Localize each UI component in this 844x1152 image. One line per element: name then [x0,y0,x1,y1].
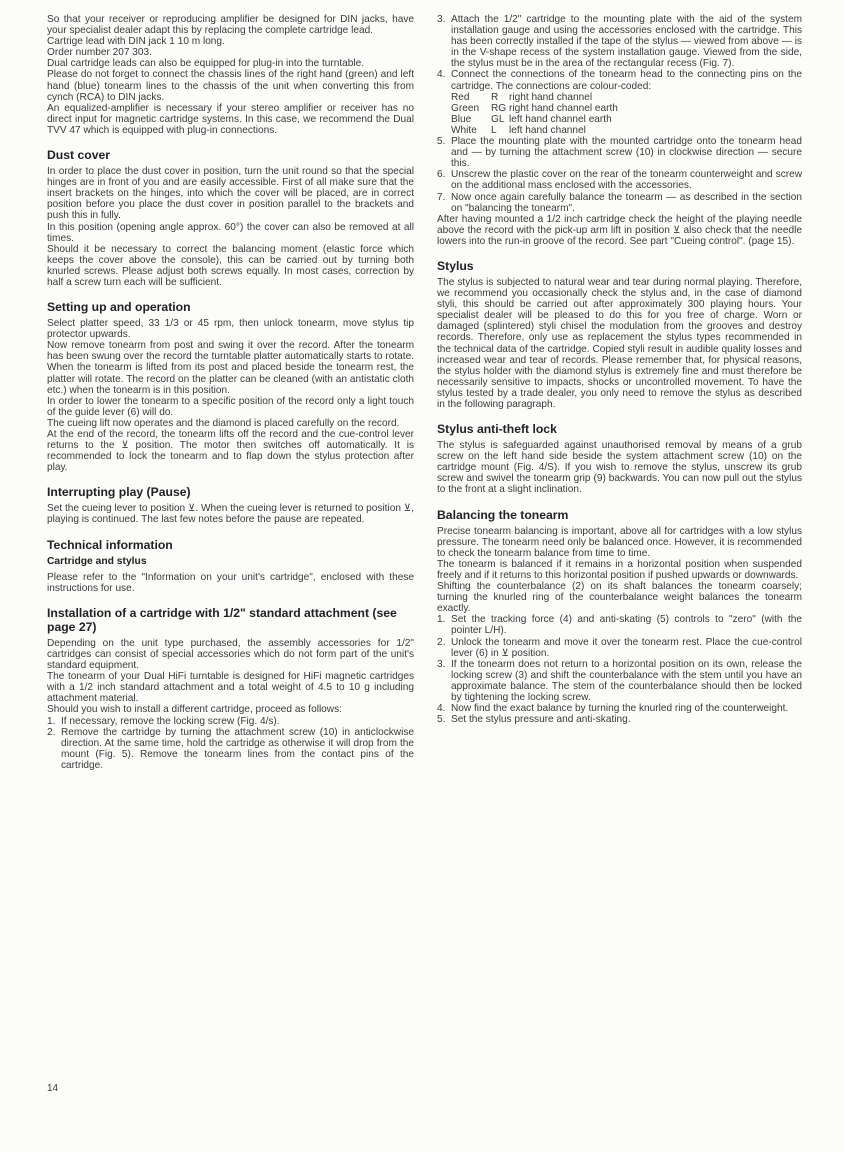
code-color: Green [451,102,480,114]
installation-steps [47,716,414,771]
color-code-table [437,92,802,136]
list-item [437,637,802,659]
paragraph: Select platter speed, 33 1/3 or 45 rpm, then unlock tonearm, move stylus tip protector upwards. [47,318,414,341]
code-letter: L [491,124,497,136]
intro-section [47,14,414,136]
step-number: 5. [437,714,446,726]
section-heading-installation: Installation of a cartridge with 1/2" standard attachment (see page 27) [47,605,397,634]
section-heading-interrupting: Interrupting play (Pause) [47,485,191,500]
paragraph: At the end of the record, the tonearm lifts off the record and the cue-control lever returns to the ⊻ position. The motor then switches off automatically. It is recommended to lock the tonearm and to flap down the stylus protection after play. [47,429,414,474]
step-text: Set the tracking force (4) and anti-skating (5) controls to "zero" (with the pointer L/H). [451,614,802,637]
paragraph: The tonearm is balanced if it remains in a horizontal position when suspended freely and if it returns to this horizontal position if pushed upwards or downwards. [437,558,802,581]
step-number: 6. [437,169,446,181]
section-heading-technical: Technical information [47,537,173,552]
step-number: 1. [437,614,446,626]
step-number: 4. [437,69,446,81]
step-text: Remove the cartridge by turning the attachment screw (10) in anticlockwise direction. At the same time, hold the cartridge as otherwise it will drop from the mount (Fig. 5). Remove the tonearm lines from the contact pins of the cartridge. [61,726,414,771]
step-text: If the tonearm does not return to a horizontal position on its own, release the locking screw (3) and shift the counterbalance with the stem until you have an approximate balance. The stem of the counterbalance should then be locked by tightening the locking screw. [451,658,802,703]
step-text: Place the mounting plate with the mounted cartridge onto the tonearm head and — by turning the attachment screw (10) in clockwise direction — secure this. [451,136,802,170]
list-item [437,714,802,725]
list-item [437,169,802,191]
list-item [437,703,802,714]
paragraph: The stylus is subjected to natural wear and tear during normal playing. Therefore, we recommend you occasionally check the stylus and, in the case of diamond styli, this should be carried out after approximately 300 playing hours. Your specialist dealer will be pleased to do this for you free of charge. Worn or damaged (splintered) styli chisel the modulation from the grooves and destroy records. Therefore, only use as replacement the stylus types recommended in the technical data of the cartridge. Copied styli result in audible quality losses and increased wear and tear of records. Please remember that, for physical reasons, the stylus holder with the diamond stylus is extremely fine and must therefore be necessarily sensitive to impacts, shocks or uncontrolled movement. To have the stylus tested by a trade dealer, you only need to remove the stylus as described in the following paragraph. [437,276,802,410]
section-heading-anti-theft: Stylus anti-theft lock [437,422,557,437]
list-item [47,727,414,771]
paragraph: Set the cueing lever to position ⊻. When the cueing lever is returned to position ⊻, playing is continued. The last few notes before the pause are repeated. [47,503,414,526]
code-letter: R [491,91,499,103]
code-color: Blue [451,113,472,125]
paragraph: In this position (opening angle approx. 60°) the cover can also be removed at all times. [47,221,414,244]
list-item [437,69,802,91]
paragraph: So that your receiver or reproducing amplifier be designed for DIN jacks, have your specialist dealer adapt this by replacing the complete cartridge lead. [47,14,414,37]
code-letter: GL [491,113,505,125]
paragraph: Cartrige lead with DIN jack 1 10 m long. [47,36,225,48]
section-heading-setting-up: Setting up and operation [47,300,191,315]
step-number: 1. [47,715,56,727]
step-text: Unlock the tonearm and move it over the tonearm rest. Place the cue-control lever (6) in ⊻ position. [451,636,802,659]
step-text: Set the stylus pressure and anti-skating. [451,714,631,726]
step-text: If necessary, remove the locking screw (Fig. 4/s). [61,715,280,727]
code-letter: RG [491,102,507,114]
list-item [437,659,802,703]
paragraph: Depending on the unit type purchased, the assembly accessories for 1/2" cartridges can consist of special accessories which do not form part of the unit's standard equipment. [47,637,414,672]
step-text: Unscrew the plastic cover on the rear of the tonearm counterweight and screw on the additional mass enclosed with the accessories. [451,169,802,192]
step-number: 2. [437,636,446,648]
step-number: 4. [437,703,446,715]
step-number: 2. [47,726,56,738]
code-desc: left hand channel earth [509,113,612,125]
code-desc: left hand channel [509,124,586,136]
section-heading-stylus: Stylus [437,258,474,273]
step-number: 3. [437,14,446,25]
list-item [437,136,802,169]
paragraph: Please do not forget to connect the chassis lines of the right hand (green) and left hand (blue) tonearm lines to the chassis of the unit when converting this from cynch (RCA) to DIN jacks. [47,69,414,103]
section-heading-balancing: Balancing the tonearm [437,507,569,522]
list-item [437,614,802,636]
paragraph: Should it be necessary to correct the balancing moment (elastic force which keeps the cover above the console), this can be carried out by turning both knurled screws. Please adjust both screws equally. In most cases, correction by half a screw turn each will be sufficient. [47,243,414,288]
installation-steps-final [437,136,802,214]
installation-steps-continued [437,14,802,92]
paragraph: After having mounted a 1/2 inch cartridge check the height of the playing needle above the record with the pick-up arm lift in position ⊻ also check that the needle lowers into the run-in groove of the record. See part "Cueing control". (page 15). [437,213,802,247]
paragraph: The cueing lift now operates and the diamond is placed carefully on the record. [47,417,400,429]
step-text: Now once again carefully balance the tonearm — as described in the section on "balancing the tonearm". [451,191,802,214]
step-text: Connect the connections of the tonearm head to the connecting pins on the cartridge. The connections are colour-coded: [451,69,802,92]
left-column [47,14,414,771]
list-item [437,14,802,69]
paragraph: Now remove tonearm from post and swing it over the record. After the tonearm has been swung over the record the turntable platter automatically starts to rotate. When the tonearm is lifted from its post and placed beside the tonearm rest, the platter will rotate. The record on the platter can be cleaned (with an antistatic cloth etc.) when the tonearm is in this position. [47,340,414,396]
step-number: 3. [437,658,446,670]
list-item [47,716,414,727]
step-number: 5. [437,136,446,148]
paragraph: Order number 207 303. [47,47,152,59]
subheading-cartridge-stylus: Cartridge and stylus [47,555,147,567]
paragraph: In order to place the dust cover in position, turn the unit round so that the special hinges are in front of you and are easily accessible. First of all make sure that the insert brackets on the hinges, into which the cover will be placed, are in correct position before you place the dust cover in position parallel to the brackets and push this in fully. [47,166,414,222]
code-color: White [451,124,477,136]
paragraph: Shifting the counterbalance (2) on its shaft balances the tonearm coarsely; turning the knurled ring of the counterbalance weight balances the tonearm exactly. [437,581,802,615]
list-item [437,192,802,214]
paragraph: The tonearm of your Dual HiFi turntable is designed for HiFi magnetic cartridges with a 1/2 inch standard attachment and a total weight of 4.5 to 10 g including attachment material. [47,671,414,705]
paragraph: The stylus is safeguarded against unauthorised removal by means of a grub screw on the left hand side beside the system attachment screw (10) on the cartridge mount (Fig. 4/S). If you wish to remove the stylus, unscrew its grub screw and swivel the tonearm grip (9) backwards. You can now pull out the stylus to the front at a slight inclination. [437,440,802,496]
section-heading-dust-cover: Dust cover [47,148,110,163]
step-number: 7. [437,191,446,203]
code-desc: right hand channel earth [509,102,618,114]
balancing-steps [437,614,802,725]
paragraph: Please refer to the "Information on your unit's cartridge", enclosed with these instructions for use. [47,571,414,594]
step-text: Now find the exact balance by turning the knurled ring of the counterweight. [451,703,789,715]
code-color: Red [451,91,470,103]
paragraph: Should you wish to install a different cartridge, proceed as follows: [47,704,342,716]
code-desc: right hand channel [509,91,593,103]
paragraph: Dual cartridge leads can also be equipped for plug-in into the turntable. [47,58,365,70]
paragraph: An equalized-amplifier is necessary if your stereo amplifier or receiver has no direct input for magnetic cartridge systems. In this case, we recommend the Dual TVV 47 which is equipped with plug-in connections. [47,102,414,136]
paragraph: Precise tonearm balancing is important, above all for cartridges with a low stylus pressure. The tonearm need only be balanced once. However, it is recommended to check the tonearm balance from time to time. [437,525,802,559]
paragraph: In order to lower the tonearm to a specific position of the record only a light touch of the guide lever (6) will do. [47,395,414,418]
right-column [437,14,802,725]
page-number: 14 [47,1083,59,1094]
step-text: Attach the 1/2" cartridge to the mounting plate with the aid of the system installation gauge and using the accessories enclosed with the cartridge. This has been correctly installed if the tape of the stylus — viewed from above — is in the V-shape recess of the system installation gauge. Viewed from the side, the stylus must be in the area of the rectangular recess (Fig. 7). [451,14,802,70]
